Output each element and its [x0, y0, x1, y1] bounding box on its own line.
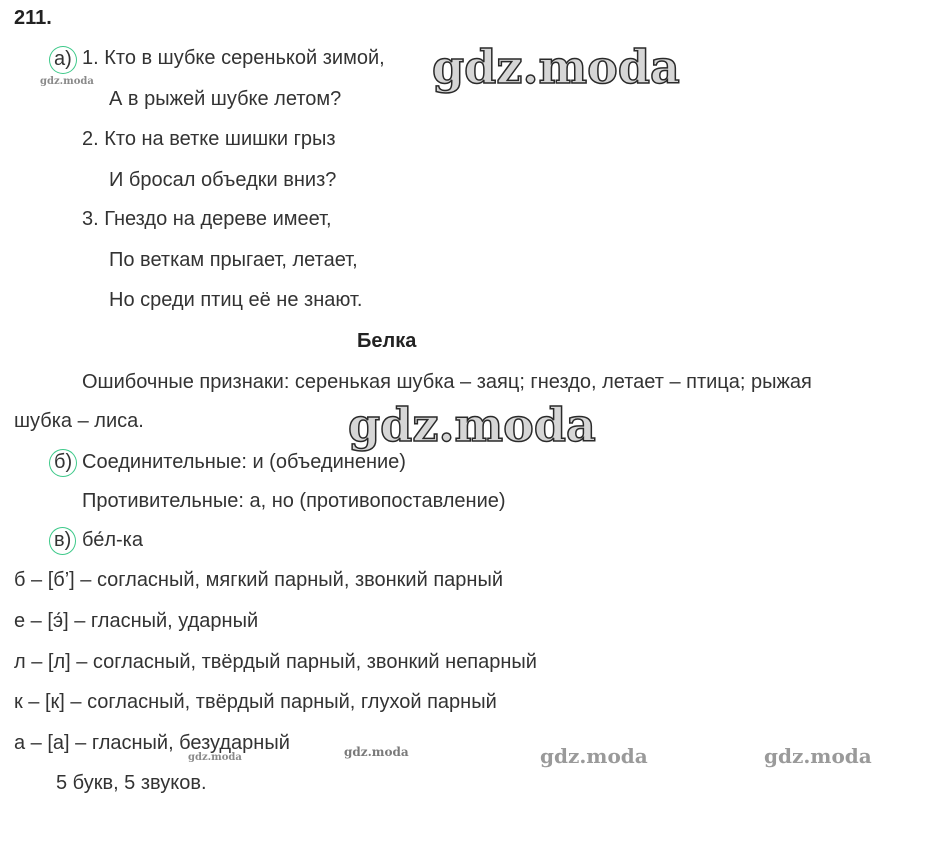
watermark-mid-1: gdz.moda: [540, 744, 648, 768]
phonetic-b: б – [б’] – согласный, мягкий парный, звонкий парный: [14, 569, 504, 591]
phonetic-e: е – [э́] – гласный, ударный: [14, 610, 259, 632]
wrong-features-line-1: Ошибочные признаки: серенькая шубка – заяц; гнездо, летает – птица; рыжая: [82, 371, 812, 393]
phonetic-total: 5 букв, 5 звуков.: [56, 772, 207, 794]
riddle-line-7: Но среди птиц её не знают.: [109, 289, 363, 311]
phonetic-l: л – [л] – согласный, твёрдый парный, звонкий непарный: [14, 651, 537, 673]
marker-v: в): [49, 527, 76, 555]
riddle-line-2: А в рыжей шубке летом?: [109, 88, 342, 110]
riddle-line-5: 3. Гнездо на дереве имеет,: [82, 208, 332, 230]
watermark-large-2: gdz.moda: [348, 398, 596, 452]
riddle-line-3: 2. Кто на ветке шишки грыз: [82, 128, 336, 150]
riddle-line-4: И бросал объедки вниз?: [109, 169, 337, 191]
marker-b: б): [49, 449, 77, 477]
wrong-features-line-2: шубка – лиса.: [14, 410, 144, 432]
marker-a: а): [49, 46, 77, 74]
phonetic-a: а – [а] – гласный, безударный: [14, 732, 290, 754]
answer-title: Белка: [357, 330, 417, 352]
riddle-line-1: 1. Кто в шубке серенькой зимой,: [82, 47, 385, 69]
phonetic-k: к – [к] – согласный, твёрдый парный, глухой парный: [14, 691, 497, 713]
riddle-line-6: По веткам прыгает, летает,: [109, 249, 358, 271]
watermark-large-1: gdz.moda: [432, 40, 680, 94]
phonetic-word: бе́л-ка: [82, 529, 143, 551]
watermark-tiny-2: gdz.moda: [188, 752, 242, 763]
conjunctions-line-2: Противительные: а, но (противопоставление): [82, 490, 506, 512]
watermark-small-1: gdz.moda: [344, 745, 409, 759]
watermark-mid-2: gdz.moda: [764, 744, 872, 768]
watermark-tiny-1: gdz.moda: [40, 76, 94, 87]
exercise-number: 211.: [14, 7, 52, 29]
conjunctions-line-1: Соединительные: и (объединение): [82, 451, 406, 473]
